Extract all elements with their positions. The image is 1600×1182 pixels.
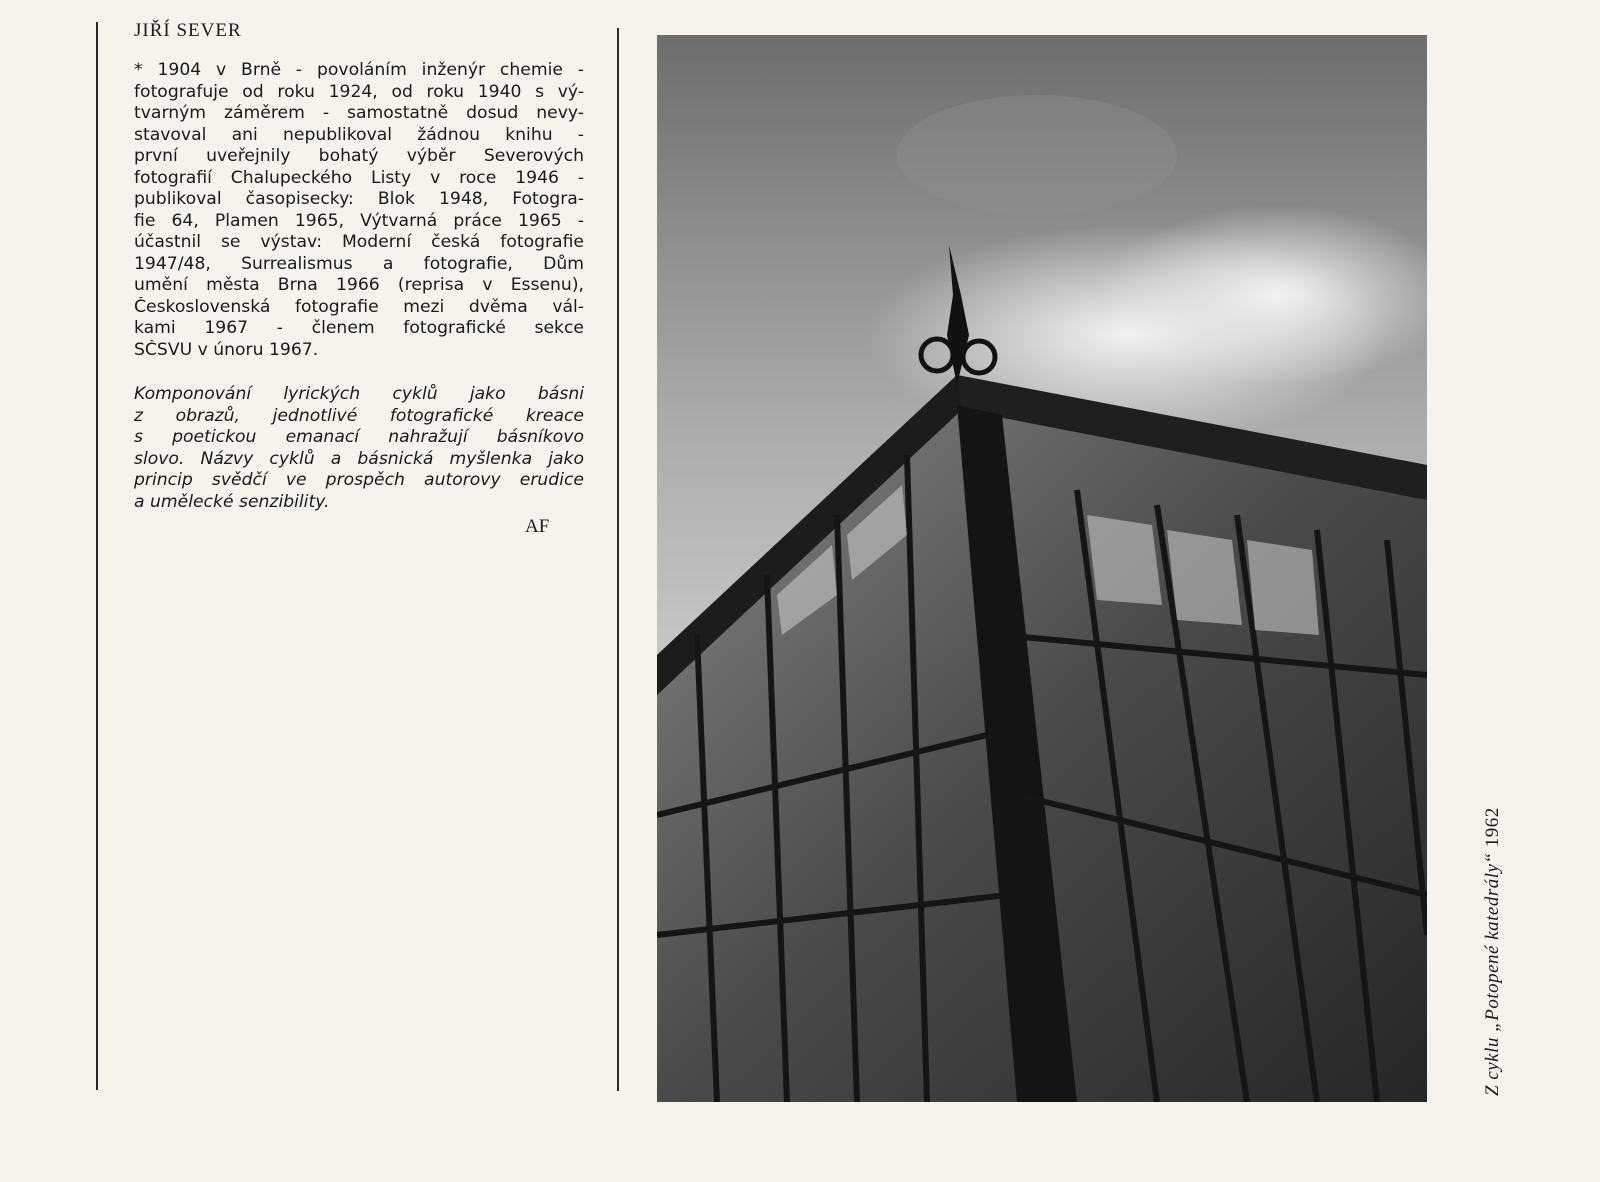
bio-line: * 1904 v Brně - povoláním inženýr chemie -	[134, 60, 584, 80]
comment-line: Komponování lyrických cyklů jako básni	[134, 384, 584, 404]
bio-line: účastnil se výstav: Moderní česká fotografie	[134, 232, 584, 252]
comment-line: slovo. Názvy cyklů a básnická myšlenka jako	[134, 448, 584, 469]
bio-line: kami 1967 - členem fotografické sekce	[134, 318, 584, 338]
bio-line: fotografuje od roku 1924, od roku 1940 s vý-	[134, 81, 584, 102]
bio-line: tvarným záměrem - samostatně dosud nevy-	[134, 103, 584, 123]
photo-caption	[1482, 807, 1504, 1096]
caption-cycle-title: „Potopené katedrály“	[1482, 852, 1503, 1032]
author-initials-signature: AF	[525, 516, 550, 537]
bio-line: SČSVU v únoru 1967.	[134, 339, 319, 360]
bio-line: Československá fotografie mezi dvěma vál-	[134, 296, 584, 317]
bio-line: publikoval časopisecky: Blok 1948, Fotogra-	[134, 189, 584, 209]
bio-line: umění města Brna 1966 (reprisa v Essenu),	[134, 275, 584, 295]
comment-line: princip svědčí ve prospěch autorovy erudice	[134, 470, 584, 490]
greenhouse-photograph	[657, 35, 1427, 1102]
comment-line: a umělecké senzibility.	[134, 491, 330, 512]
caption-prefix: Z cyklu	[1482, 1031, 1503, 1096]
bio-line: fie 64, Plamen 1965, Výtvarná práce 1965 -	[134, 210, 584, 231]
author-biography	[134, 60, 584, 361]
column-divider-rule	[617, 28, 619, 1091]
comment-line: s poetickou emanací nahražují básníkovo	[134, 427, 584, 447]
bio-line: první uveřejnily bohatý výběr Severových	[134, 146, 584, 166]
author-name: JIŘÍ SEVER	[134, 20, 242, 41]
bio-line: fotografií Chalupeckého Listy v roce 1946 -	[134, 167, 584, 188]
critical-comment	[134, 384, 584, 513]
bio-line: 1947/48, Surrealismus a fotografie, Dům	[134, 253, 584, 274]
caption-year: 1962	[1482, 807, 1503, 853]
bio-line: stavoval ani nepublikoval žádnou knihu -	[134, 124, 584, 145]
comment-line: z obrazů, jednotlivé fotografické kreace	[134, 405, 584, 426]
left-margin-rule	[96, 22, 98, 1090]
